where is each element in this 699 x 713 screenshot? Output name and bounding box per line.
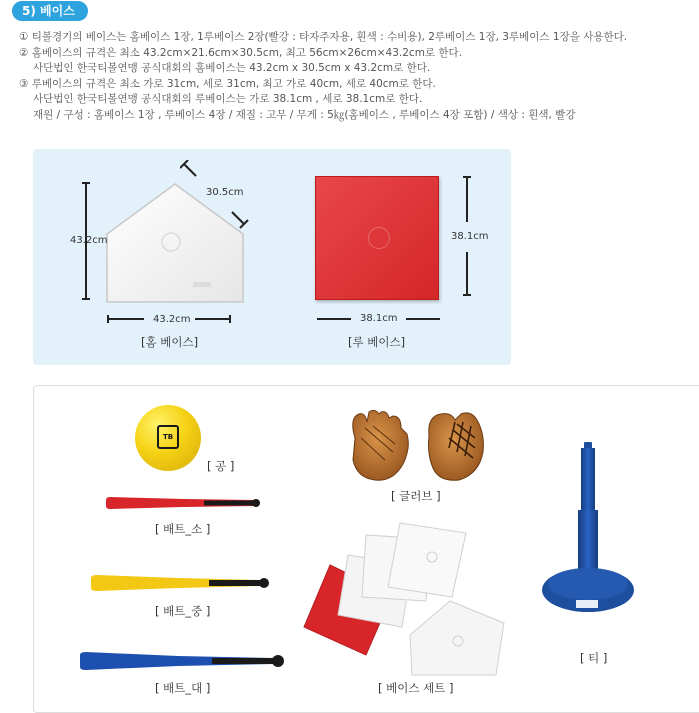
- bat-small-caption: [ 배트_소 ]: [155, 522, 211, 536]
- home-base-caption: [홈 베이스]: [141, 335, 199, 349]
- bat-medium-image: [89, 572, 274, 594]
- rule-line-1: ① 티볼경기의 베이스는 홈베이스 1장, 1루베이스 2장(빨강 : 타자주자용, 흰색 : 수비용), 2루베이스 1장, 3루베이스 1장을 사용한다.: [19, 31, 628, 43]
- bat-small-image: [104, 494, 264, 512]
- ball-logo-icon: TB: [157, 425, 179, 449]
- tee-image: [540, 440, 636, 620]
- section-title-badge: 5) 베이스: [12, 1, 88, 21]
- base-logo-icon: [368, 227, 390, 249]
- first-base-image: [315, 176, 439, 300]
- first-height-label: 38.1cm: [451, 231, 489, 242]
- first-height-line-bottom: [466, 252, 468, 296]
- first-base-caption: [루 베이스]: [348, 335, 406, 349]
- home-width-line-left: [108, 318, 144, 320]
- tee-caption: [ 티 ]: [580, 651, 608, 665]
- glove-image: [345, 408, 490, 486]
- base-set-caption: [ 베이스 세트 ]: [378, 681, 454, 695]
- ball-caption: [ 공 ]: [207, 459, 235, 473]
- rule-line-2: ② 홈베이스의 규격은 최소 43.2cm×21.6cm×30.5cm, 최고 56cm×26cm×43.2cm로 한다.: [19, 46, 463, 59]
- base-set-image: [300, 515, 510, 680]
- first-width-line-left: [317, 318, 351, 320]
- bat-large-caption: [ 배트_대 ]: [155, 681, 211, 695]
- rule-line-5: 사단법인 한국티볼연맹 공식대회의 루베이스는 가로 38.1cm , 세로 38.1cm로 한다.: [33, 93, 423, 105]
- first-height-line-top: [466, 176, 468, 222]
- first-width-label: 38.1cm: [360, 313, 398, 324]
- bat-large-image: [78, 650, 290, 672]
- glove-caption: [ 글러브 ]: [391, 489, 441, 503]
- rule-line-6: 재원 / 구성 : 홈베이스 1장 , 루베이스 4장 / 재질 : 고무 / 무게 : 5㎏(홈베이스 , 루베이스 4장 포함) / 색상 : 흰색, 빨강: [33, 108, 576, 121]
- home-width-line-right: [195, 318, 231, 320]
- bat-medium-caption: [ 배트_중 ]: [155, 604, 211, 618]
- rules-list: [19, 30, 689, 123]
- first-width-line-right: [406, 318, 440, 320]
- home-width-label: 43.2cm: [153, 314, 191, 325]
- home-diagonal-label: 30.5cm: [206, 187, 244, 198]
- home-height-label: 43.2cm: [70, 235, 108, 246]
- rule-line-3: 사단법인 한국티볼연맹 공식대회의 홈베이스는 43.2cm x 30.5cm x 43.2cm로 한다.: [33, 62, 431, 74]
- rule-line-4: ③ 루베이스의 규격은 최소 가로 31cm, 세로 31cm, 최고 가로 40cm, 세로 40cm로 한다.: [19, 77, 436, 90]
- ball-image: [135, 405, 201, 471]
